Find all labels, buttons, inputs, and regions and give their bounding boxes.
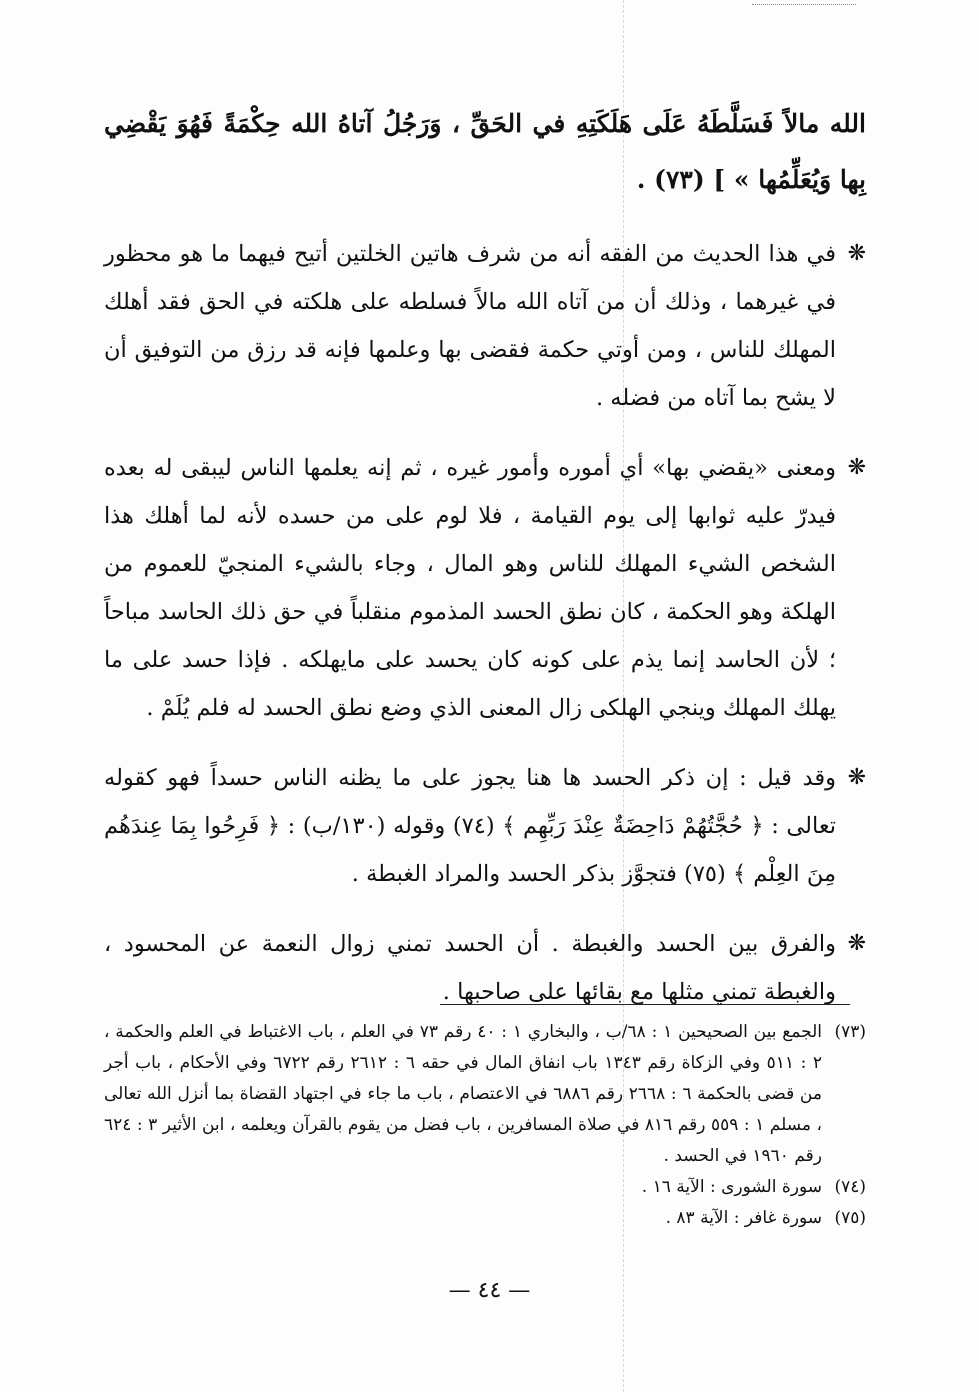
paragraph-2 bbox=[104, 444, 866, 732]
footnote-75 bbox=[104, 1203, 866, 1234]
footnote-text: سورة غافر : الآية ٨٣ . bbox=[665, 1208, 822, 1228]
paragraph-text: وقد قيل : إن ذكر الحسد ها هنا يجوز على ما يظنه الناس حسداً فهو كقوله تعالى : ﴿ حُجَّتُهُمْ دَاحِضَةٌ عِنْدَ رَبِّهِم ﴾ (٧٤) وقوله (١٣٠/ب) : ﴿ فَرِحُوا بِمَا عِندَهُم مِنَ العِلْم ﴾ (٧٥) فتجوَّز بذكر الحسد والمراد الغبطة . bbox=[104, 765, 836, 887]
opening-hadith-text: الله مالاً فَسَلَّطَهُ عَلَى هَلَكَتِهِ في الحَقِّ ، وَرَجُلُ آتاهُ الله حِكْمَةً فَهُوَ يَقْضِي بِها وَيُعَلِّمُها » ] (٧٣) . bbox=[104, 109, 866, 194]
footnote-73 bbox=[104, 1017, 866, 1172]
paragraph-4 bbox=[104, 920, 866, 1016]
footnote-number: (٧٣) bbox=[834, 1022, 866, 1042]
footnote-divider bbox=[440, 1004, 850, 1005]
footnote-74 bbox=[104, 1172, 866, 1203]
bullet-star-icon: ❋ bbox=[847, 765, 866, 790]
paragraph-text: والفرق بين الحسد والغبطة . أن الحسد تمني زوال النعمة عن المحسود ، والغبطة تمني مثلها مع بقائها على صاحبها . bbox=[104, 931, 836, 1005]
paragraph-1 bbox=[104, 230, 866, 422]
footnotes-section bbox=[104, 1004, 866, 1234]
bullet-star-icon: ❋ bbox=[847, 931, 866, 956]
footnote-number: (٧٥) bbox=[834, 1208, 866, 1228]
bullet-star-icon: ❋ bbox=[847, 455, 866, 480]
footnote-text: سورة الشورى : الآية ١٦ . bbox=[641, 1177, 822, 1197]
page-number: — ٤٤ — bbox=[448, 1278, 531, 1303]
bullet-star-icon: ❋ bbox=[847, 241, 866, 266]
footnote-number: (٧٤) bbox=[834, 1177, 866, 1197]
main-text bbox=[104, 96, 866, 1038]
paragraph-text: في هذا الحديث من الفقه أنه من شرف هاتين الخلتين أتيح فيهما ما هو محظور في غيرهما ، وذلك أن من آتاه الله مالاً فسلطه على هلكته في الحق فقد أهلك المهلك للناس ، ومن أوتي حكمة فقضى بها وعلمها فإنه قد رزق من التوفيق أن لا يشح بما آتاه من فضله . bbox=[104, 241, 836, 411]
top-edge-mark bbox=[752, 4, 856, 5]
paragraph-3 bbox=[104, 754, 866, 898]
footnote-text: الجمع بين الصحيحين ١ : ٦٨/ب ، والبخاري ١ : ٤٠ رقم ٧٣ في العلم ، باب الاغتباط في العلم والحكمة ، ٢ : ٥١١ وفي الزكاة رقم ١٣٤٣ باب انفاق المال في حقه ٦ : ٢٦١٢ رقم ٦٧٢٢ وفي الأحكام ، باب أجر من قضى بالحكمة ٦ : ٢٦٦٨ رقم ٦٨٨٦ في الاعتصام ، باب ما جاء في اجتهاد القضاة بما أنزل الله تعالى ، مسلم ١ : ٥٥٩ رقم ٨١٦ في صلاة المسافرين ، باب فضل من يقوم بالقرآن ويعلمه ، ابن الأثير ٣ : ٦٢٤ رقم ١٩٦٠ في الحسد . bbox=[104, 1022, 823, 1166]
paragraph-text: ومعنى «يقضي بها» أي أموره وأمور غيره ، ثم إنه يعلمها الناس ليبقى له بعده فيدرّ عليه ثوابها إلى يوم القيامة ، فلا لوم على من حسده لأنه لما أهلك هذا الشخص الشيء المهلك للناس وهو المال ، وجاء بالشيء المنجيّ للعموم من الهلكة وهو الحكمة ، كان نطق الحسد المذموم منقلباً في حق ذلك الحاسد مباحاً ؛ لأن الحاسد إنما يذم على كونه كان يحسد على مايهلكه . فإذا حسد على ما يهلك المهلك وينجي الهلكى زال المعنى الذي وضع نطق الحسد له فلم يُلَمْ . bbox=[104, 455, 836, 721]
